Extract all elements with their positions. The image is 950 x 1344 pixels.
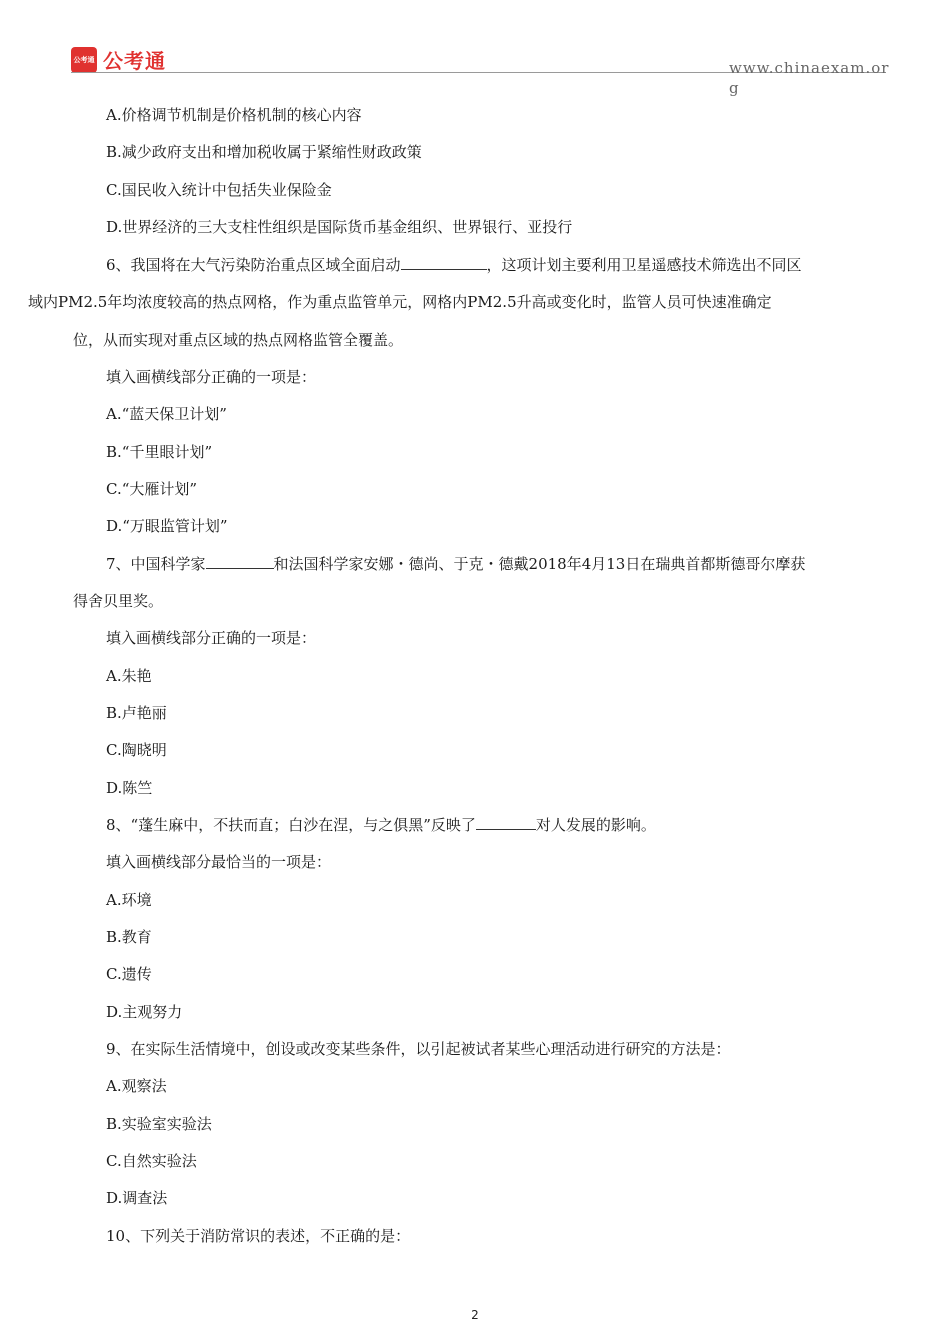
q7-stem-line1 xyxy=(106,554,805,574)
q6-stem-line1 xyxy=(106,255,802,275)
q8-stem xyxy=(106,815,656,835)
q10-stem: 10、下列关于消防常识的表述，不正确的是： xyxy=(106,1227,411,1245)
q6-stem-part1: 6、我国将在大气污染防治重点区域全面启动 xyxy=(106,256,401,274)
site-url-link[interactable]: www.chinaexam.org xyxy=(729,59,890,97)
q6-answer-blank xyxy=(401,255,487,270)
q7-option-d: D.陈竺 xyxy=(106,779,153,797)
q8-prompt: 填入画横线部分最恰当的一项是： xyxy=(106,853,332,871)
q9-stem: 9、在实际生活情境中，创设或改变某些条件，以引起被试者某些心理活动进行研究的方法是： xyxy=(106,1040,731,1058)
page-number: 2 xyxy=(471,1308,479,1322)
q8-option-c: C.遗传 xyxy=(106,965,152,983)
q8-option-b: B.教育 xyxy=(106,928,152,946)
page-header xyxy=(0,0,950,100)
q7-option-b: B.卢艳丽 xyxy=(106,704,167,722)
q8-option-a: A.环境 xyxy=(106,891,152,909)
q5-option-d: D.世界经济的三大支柱性组织是国际货币基金组织、世界银行、亚投行 xyxy=(106,218,573,236)
q6-stem-line3: 位，从而实现对重点区域的热点网格监管全覆盖。 xyxy=(73,331,404,349)
q9-option-a: A.观察法 xyxy=(106,1077,167,1095)
q7-stem-line2: 得舍贝里奖。 xyxy=(73,592,164,610)
q7-option-a: A.朱艳 xyxy=(106,667,152,685)
q7-stem-part2: 和法国科学家安娜・德尚、于克・德戴2018年4月13日在瑞典首都斯德哥尔摩获 xyxy=(273,555,806,573)
q9-option-d: D.调查法 xyxy=(106,1189,168,1207)
q5-option-c: C.国民收入统计中包括失业保险金 xyxy=(106,181,332,199)
q8-option-d: D.主观努力 xyxy=(106,1003,183,1021)
q6-stem-part2: ，这项计划主要利用卫星遥感技术筛选出不同区 xyxy=(486,256,802,274)
q5-option-b: B.减少政府支出和增加税收属于紧缩性财政政策 xyxy=(106,143,422,161)
logo-badge-icon: 公考通 xyxy=(71,47,97,73)
brand-logo[interactable] xyxy=(71,45,166,74)
q9-option-c: C.自然实验法 xyxy=(106,1152,197,1170)
q8-stem-part2: 对人发展的影响。 xyxy=(535,816,656,834)
q7-stem-part1: 7、中国科学家 xyxy=(106,555,206,573)
q7-prompt: 填入画横线部分正确的一项是： xyxy=(106,629,317,647)
q8-stem-part1: 8、“蓬生麻中，不扶而直；白沙在涅，与之俱黑”反映了 xyxy=(106,816,476,834)
q5-option-a: A.价格调节机制是价格机制的核心内容 xyxy=(106,106,362,124)
logo-text: 公考通 xyxy=(103,49,166,73)
q8-answer-blank xyxy=(476,815,536,830)
q9-option-b: B.实验室实验法 xyxy=(106,1115,212,1133)
q6-stem-line2: 域内PM2.5年均浓度较高的热点网格，作为重点监管单元，网格内PM2.5升高或变化时，监管人员可快速准确定 xyxy=(28,293,772,311)
q7-option-c: C.陶晓明 xyxy=(106,741,167,759)
q6-option-c: C.“大雁计划” xyxy=(106,480,198,498)
q6-option-a: A.“蓝天保卫计划” xyxy=(106,405,227,423)
q6-option-d: D.“万眼监管计划” xyxy=(106,517,228,535)
q7-answer-blank xyxy=(206,554,274,569)
q6-prompt: 填入画横线部分正确的一项是： xyxy=(106,368,317,386)
q6-option-b: B.“千里眼计划” xyxy=(106,443,213,461)
